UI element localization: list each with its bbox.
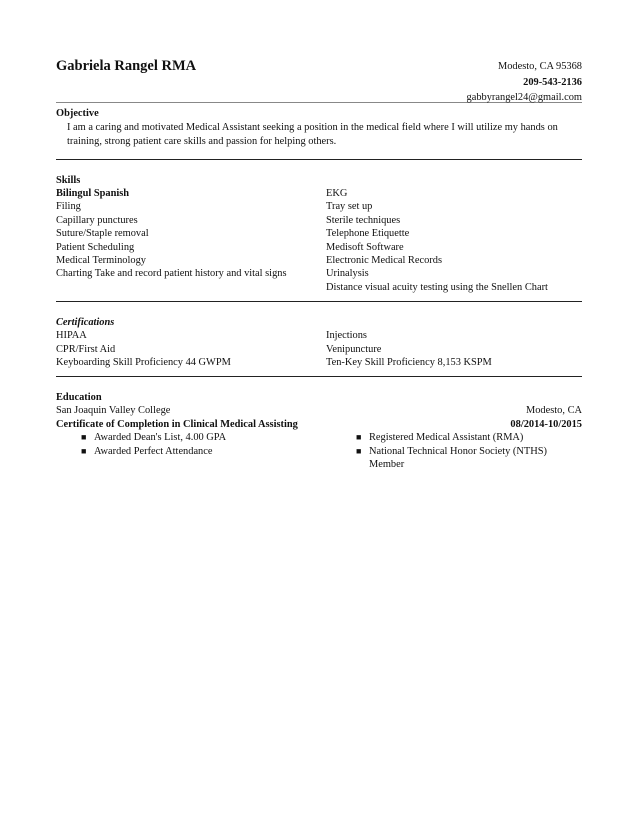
school-location: Modesto, CA [526,405,582,417]
certifications-title: Certifications [56,317,115,329]
skill-item: Suture/Staple removal [56,228,149,240]
certification-item: Injections [326,330,367,342]
skill-item: Tray set up [326,201,373,213]
list-item: ■ National Technical Honor Society (NTHS) Member [356,445,547,471]
bullet-icon: ■ [356,445,362,456]
certification-item: Keyboarding Skill Proficiency 44 GWPM [56,357,231,369]
school-name: San Joaquin Valley College [56,405,171,417]
skill-item: Sterile techniques [326,214,401,226]
objective-text: I am a caring and motivated Medical Assistant seeking a position in the medical field where I will utilize my hands on training, strong patient care skills and passion for helping others. [67,122,558,147]
skill-item: Filing [56,201,81,213]
bullet-icon: ■ [81,445,87,456]
education-bullets-right [356,431,582,471]
certification-item: CPR/First Aid [56,343,116,355]
skill-item: EKG [326,188,348,199]
objective-title: Objective [56,108,99,119]
education-bullets-left [81,431,320,458]
skill-item: Capillary punctures [56,214,138,226]
skill-item: Medical Terminology [56,255,146,267]
skill-item: Telephone Etiquette [326,228,410,240]
list-item: ■ Registered Medical Assistant (RMA) [356,432,524,444]
certifications-right-column [326,329,582,369]
skill-item: Patient Scheduling [56,241,135,253]
applicant-name: Gabriela Rangel RMA [56,58,197,74]
certification-item: Venipuncture [326,343,382,355]
skills-left-column [56,187,326,294]
certificate-name: Certificate of Completion in Clinical Medical Assisting [56,418,298,430]
phone-text: 209-543-2136 [523,76,582,88]
skill-item: Urinalysis [326,268,369,280]
email-link[interactable]: gabbyrangel24@gmail.com [466,92,582,103]
education-dates: 08/2014-10/2015 [510,418,582,430]
bullet-icon: ■ [356,432,362,443]
skills-title: Skills [56,175,81,186]
contact-block [467,59,582,106]
skill-item: Distance visual acuity testing using the Snellen Chart [326,281,548,293]
list-item: ■ Awarded Perfect Attendance [81,445,213,457]
resume-header [56,58,582,102]
skill-item: Charting Take and record patient history and vital signs [56,268,287,280]
certification-item: HIPAA [56,330,87,342]
education-title: Education [56,392,102,404]
resume-page [56,58,582,472]
skills-section [56,174,582,294]
bullet-icon: ■ [81,432,87,443]
certifications-left-column [56,329,326,369]
location-text: Modesto, CA 95368 [498,61,582,72]
objective-section [56,107,582,149]
skill-item: Medisoft Software [326,241,404,253]
list-item: ■ Awarded Dean's List, 4.00 GPA [81,432,227,444]
education-section [56,391,582,471]
skill-item: Bilingul Spanish [56,188,130,199]
certification-item: Ten-Key Skill Proficiency 8,153 KSPM [326,357,492,369]
skills-right-column [326,187,582,294]
certifications-section [56,316,582,369]
skill-item: Electronic Medical Records [326,255,442,267]
